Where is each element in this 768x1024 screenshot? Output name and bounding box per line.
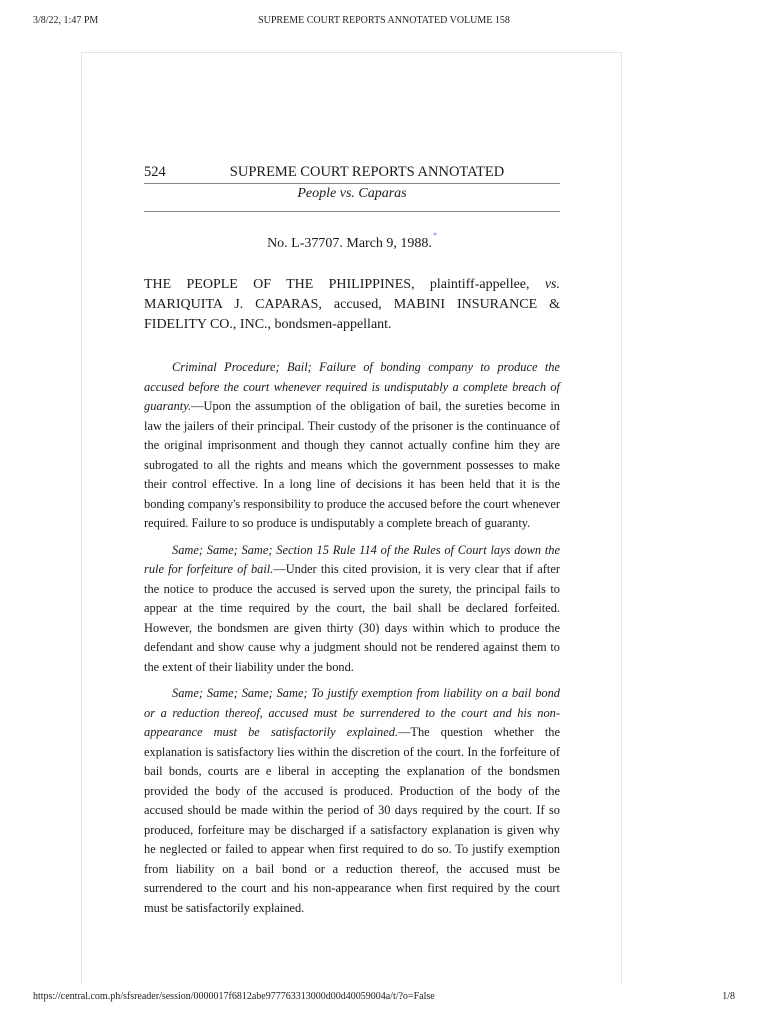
parties-part2: MARIQUITA J. CAPARAS, accused, MABINI INSURANCE & FIDELITY CO., INC., bondsmen-appellant. [144,297,560,332]
syllabus-paragraph [144,358,560,534]
print-page-indicator: 1/8 [722,991,735,1002]
document-page [81,52,622,984]
parties-vs: vs. [544,277,560,292]
docket-line [144,227,560,253]
print-footer [33,991,735,1007]
syllabus-paragraph [144,684,560,918]
syllabus-keywords: Same; Same; Same; Section 15 Rule 114 of the Rules of Court lays down the rule for forfeiture of bail. [144,542,560,576]
running-head [144,161,560,183]
syllabus-text: —The question whether the explanation is satisfactory lies within the discretion of the court. In the forfeiture of bail bonds, courts are e liberal in accepting the explanation of the bondsmen provided the body of the accused is produced. Production of the body of the accused should be made within the period of 30 days required by the court. If so produced, forfeiture may be discharged if a satisfactory explanation is given why he neglected or failed to appear when first required to do so. To justify exemption from liability on a bail bond or a reduction thereof, the accused must be surrendered to the court and his non-appearance when first required by the court must be satisfactorily explained. [144,725,560,915]
page-content [144,161,560,925]
print-url: https://central.com.ph/sfsreader/session/0000017f6812abe977763313000d00d40059004a/t/?o=False [33,991,435,1002]
syllabi [144,358,560,918]
footnote-marker-link[interactable]: * [432,231,437,240]
page-number: 524 [144,164,166,180]
syllabus-keywords: Criminal Procedure; Bail; Failure of bonding company to produce the accused before the court whenever required is undisputably a complete breach of guaranty. [144,360,560,413]
syllabus-paragraph [144,541,560,678]
print-title: SUPREME COURT REPORTS ANNOTATED VOLUME 158 [258,15,510,26]
syllabus-keywords: Same; Same; Same; Same; To justify exemption from liability on a bail bond or a reduction thereof, accused must be surrendered to the court and his non-appearance must be satisfactorily explained. [144,686,560,739]
journal-title: SUPREME COURT REPORTS ANNOTATED [229,164,505,180]
syllabus-text: —Upon the assumption of the obligation of bail, the sureties become in law the jailers of their principal. Their custody of the prisoner is the continuance of the original imprisonment and though they cannot actually confine him they are subrogated to all the rights and means which the government possesses to make their control effective. In a long line of decisions it has been held that it is the bonding company's responsibility to produce the accused before the court whenever required. Failure to so produce is undisputably a complete breach of guaranty. [144,399,560,530]
print-datetime: 3/8/22, 1:47 PM [33,15,99,26]
parties-block [144,275,560,335]
syllabus-text: —Under this cited provision, it is very clear that if after the notice to produce the accused is served upon the surety, the principal fails to appear at the time required by the court, the bail shall be declared forfeited. However, the bondsmen are given thirty (30) days within which to produce the defendant and show cause why a judgment should not be rendered against them to the extent of their liability under the bond. [144,562,561,674]
parties-part1: THE PEOPLE OF THE PHILIPPINES, plaintiff-appellee, [144,277,545,292]
docket-number: No. L-37707. March 9, 1988. [267,236,432,251]
print-header [33,15,735,31]
case-title: People vs. Caparas [297,186,407,201]
header-rule-bottom [144,211,560,212]
